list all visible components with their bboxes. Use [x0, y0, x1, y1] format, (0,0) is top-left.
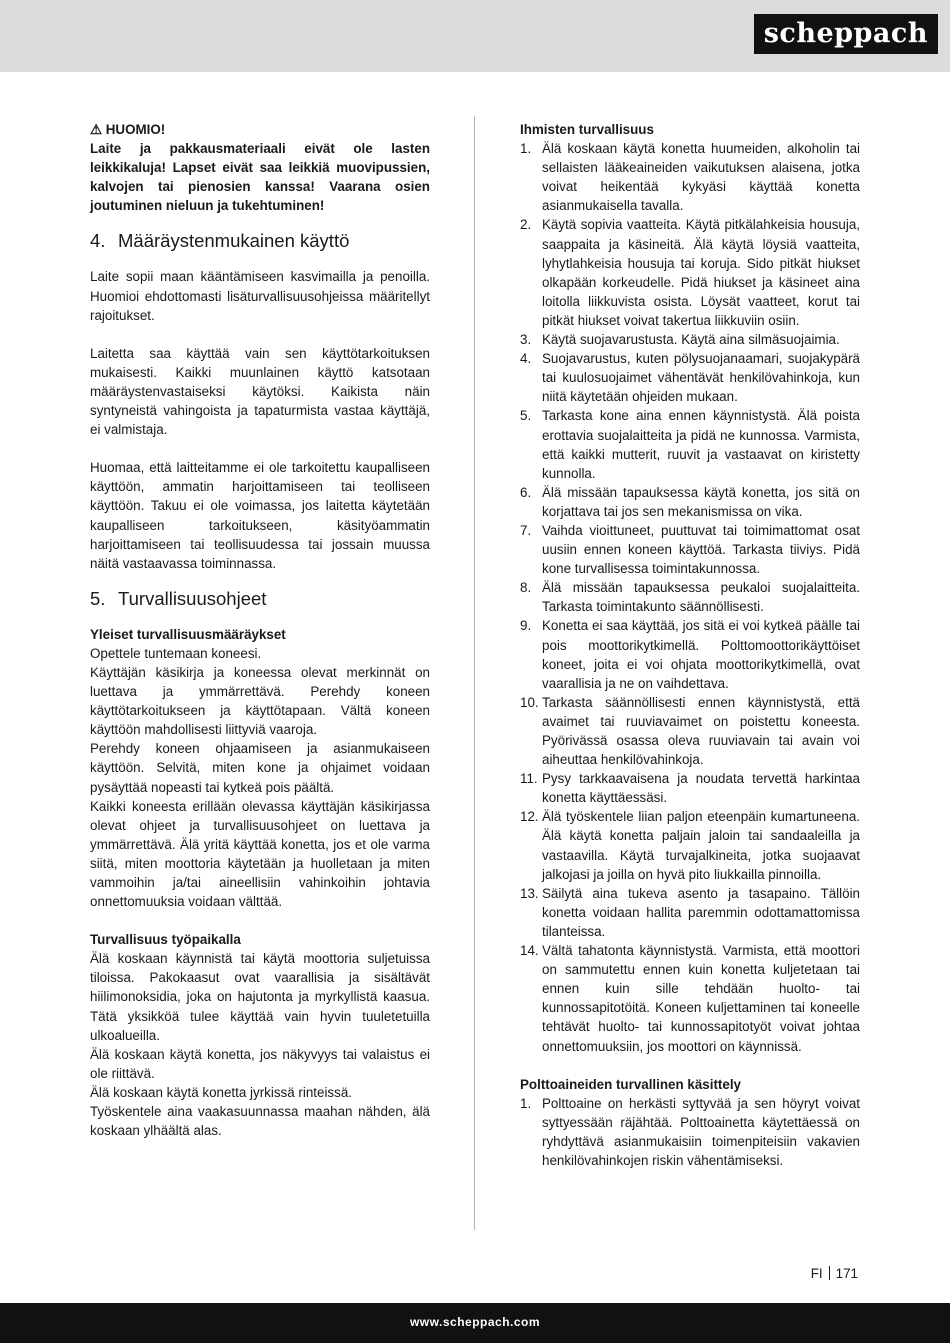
column-divider: [474, 116, 475, 1230]
list-item: 13. Säilytä aina tukeva asento ja tasapaino. Tällöin konetta voidaan hallita paremmin odottamattomissa tilanteissa.: [520, 885, 860, 939]
warning-title: [90, 120, 430, 139]
paragraph: Älä koskaan käynnistä tai käytä moottoria suljetuissa tiloissa. Pakokaasut ovat vaarallisia ja sisältävät hiilimonoksidia, joka on hajutonta ja myrkyllistä kaasua. Tätä yksikköä tulee käyttää vain hyvin tuuletetuilla ulkoalueilla.: [90, 951, 430, 1043]
paragraph: Työskentele aina vaakasuunnassa maahan nähden, älä koskaan ylhäältä alas.: [90, 1104, 430, 1139]
list-item: 1. Älä koskaan käytä konetta huumeiden, alkoholin tai sellaisten lääkeaineiden vaikutuksen alaisena, jotka voivat heikentää kykyäsi käyttää konetta asianmukaisella tavalla.: [520, 141, 860, 214]
paragraph: Opettele tuntemaan koneesi.: [90, 645, 262, 661]
personal-safety-list: [520, 139, 860, 1056]
section-title: Turvallisuusohjeet: [118, 587, 267, 609]
subheading-fuel-safety: Polttoaineiden turvallinen käsittely: [520, 1076, 741, 1092]
list-item: 12. Älä työskentele liian paljon eteenpäin kumartuneena. Älä käytä konetta paljain jaloin tai sandaaleilla ja vastaavilla. Käytä turvajalkineita, jotka suojaavat jalkojasi ja joilla on hyvä pito liukkailla pinnoilla.: [520, 809, 860, 882]
warning-triangle-icon: ⚠: [90, 122, 103, 137]
list-item: 7. Vaihda vioittuneet, puuttuvat tai toimimattomat osat uusiin ennen koneen käyttöä. Tarkasta tiiviys. Pidä kone turvallisessa toimintakunnossa.: [520, 522, 860, 577]
subheading-general-safety: Yleiset turvallisuusmääräykset: [90, 626, 286, 642]
section-5-heading: [90, 587, 430, 611]
paragraph: Älä koskaan käytä konetta jyrkissä rinteissä.: [90, 1084, 352, 1100]
header-bar: [0, 0, 950, 72]
paragraph: Laite sopii maan kääntämiseen kasvimailla ja penoilla. Huomioi ehdottomasti lisäturvallisuusohjeissa määritellyt rajoitukset.: [90, 269, 430, 323]
section-title: Määräystenmukainen käyttö: [118, 230, 350, 252]
paragraph: Älä koskaan käytä konetta, jos näkyvyys tai valaistus ei ole riittävä.: [90, 1046, 430, 1081]
list-item: 3. Käytä suojavarustusta. Käytä aina silmäsuojaimia.: [520, 332, 840, 348]
list-item: 2. Käytä sopivia vaatteita. Käytä pitkälahkeisia housuja, saappaita ja käsineitä. Älä käytä löysiä vaatteita, lyhytlahkeisia housuja tai koruja. Sido pitkät hiukset olkapään korkeudelle. Pidä hiukset ja käsineet aina loitolla liikkuvista osista. Löysät vaatteet, korut tai pitkät hiukset voivat takertua liikkuviin osiin.: [520, 217, 860, 328]
page-lang: FI: [810, 1266, 823, 1281]
list-item: 10. Tarkasta säännöllisesti ennen käynnistystä, että avaimet tai ruuviavaimet on poistettu koneesta. Pyörivässä osassa oleva ruuviavain tai avain voi aiheuttaa henkilövahinkoja.: [520, 694, 860, 768]
paragraph: Laitetta saa käyttää vain sen käyttötarkoituksen mukaisesti. Kaikki muunlainen käyttö katsotaan määräystenvastaiseksi käytöksi. Kaikista näin syntyneistä vahingoista ja tapaturmista vastaa käyttäjä, ei valmistaja.: [90, 345, 430, 438]
paragraph: Käyttäjän käsikirja ja koneessa olevat merkinnät on luettava ja ymmärrettävä. Perehdy koneen käyttötarkoitukseen ja käyttötapaan. Vältä koneen käyttöön mahdollisesti liittyviä vaaroja.: [90, 664, 430, 738]
subheading-workplace-safety: Turvallisuus työpaikalla: [90, 932, 241, 948]
list-item: 5. Tarkasta kone aina ennen käynnistystä. Älä poista erottavia suojalaitteita ja pidä ne kunnossa. Varmista, että kaikki mutterit, ruuvit ja vastaavat on kiristetty kunnolla.: [520, 408, 860, 481]
warning-title-text: HUOMIO!: [105, 122, 166, 137]
section-number: 4.: [90, 230, 106, 252]
subheading-personal-safety: Ihmisten turvallisuus: [520, 122, 654, 137]
paragraph: Huomaa, että laitteitamme ei ole tarkoitettu kaupalliseen käyttöön, ammatin harjoittamiseen tai teolliseen käyttöön. Takuu ei ole voimassa, jos laitetta käytetään kaupalliseen tarkoitukseen, käsityöammatin harjoittamiseen tai teollisuudessa tai jossain muussa näitä vastaavassa toiminnassa.: [90, 460, 430, 571]
left-column: [90, 120, 430, 1140]
fuel-safety-list: [520, 1094, 860, 1170]
section-number: 5.: [90, 587, 106, 609]
warning-text: Laite ja pakkausmateriaali eivät ole lasten leikkikaluja! Lapset eivät saa leikkiä muovipussien, kalvojen tai pienosien kanssa! Vaarana osien joutuminen nieluun ja tukehtuminen!: [90, 141, 430, 214]
list-item: 11. Pysy tarkkaavaisena ja noudata tervettä harkintaa konetta käyttäessäsi.: [520, 771, 860, 806]
list-item: 14. Vältä tahatonta käynnistystä. Varmista, että moottori on sammutettu ennen kuin konetta kuljetetaan tai ennen kuin sille tehdään huolto- tai kunnossapitotöitä. Koneen kuljettaminen tai koneelle tehtävät huolto- tai kunnossapitotyöt voivat johtaa onnettomuuksiin, jos moottori on käynnissä.: [520, 943, 860, 1054]
list-item: 9. Konetta ei saa käyttää, jos sitä ei voi kytkeä päälle tai pois moottorikytkimellä. Polttomoottorikäyttöiset koneet, joita ei voi ohjata moottorikytkimellä, ovat vaarallisia ja ne on vaihdettava.: [520, 618, 860, 691]
list-item: 1. Polttoaine on herkästi syttyvää ja sen höyryt voivat syttyessään räjähtää. Polttoainetta käytettäessä on ryhdyttävä asianmukaisiin toimenpiteisiin vakavien henkilövahinkojen riskin vähentämiseksi.: [520, 1095, 860, 1168]
footer-bar: [0, 1303, 950, 1343]
page-number-value: 171: [835, 1266, 858, 1281]
section-4-heading: [90, 229, 430, 253]
scheppach-logo: scheppach: [754, 14, 938, 54]
paragraph: Perehdy koneen ohjaamiseen ja asianmukaiseen käyttöön. Selvitä, miten kone ja ohjaimet voidaan pysäyttää nopeasti tai kytkeä pois päältä.: [90, 741, 430, 795]
paragraph: Kaikki koneesta erillään olevassa käyttäjän käsikirjassa olevat ohjeet ja turvallisuusohjeet on luettava ja ymmärrettävä. Älä yritä käyttää konetta, jos et ole varma siitä, miten moottoria käytetään ja huolletaan ja miten vammoihin ja/tai aineellisiin vahinkoihin johtavia onnettomuuksia voidaan välttää.: [90, 798, 430, 910]
footer-url[interactable]: www.scheppach.com: [409, 1315, 541, 1329]
list-item: 6. Älä missään tapauksessa käytä konetta, jos sitä on korjattava tai jos sen mekanismissa on vika.: [520, 484, 860, 519]
right-column: [520, 120, 860, 1170]
page-number: [811, 1266, 858, 1281]
list-item: 4. Suojavarustus, kuten pölysuojanaamari, suojakypärä tai kuulosuojaimet vähentävät henkilövahinkoja, kun niitä käytetään ohjeiden mukaan.: [520, 351, 860, 405]
list-item: 8. Älä missään tapauksessa peukaloi suojalaitteita. Tarkasta toimintakunto säännöllisesti.: [520, 580, 860, 615]
